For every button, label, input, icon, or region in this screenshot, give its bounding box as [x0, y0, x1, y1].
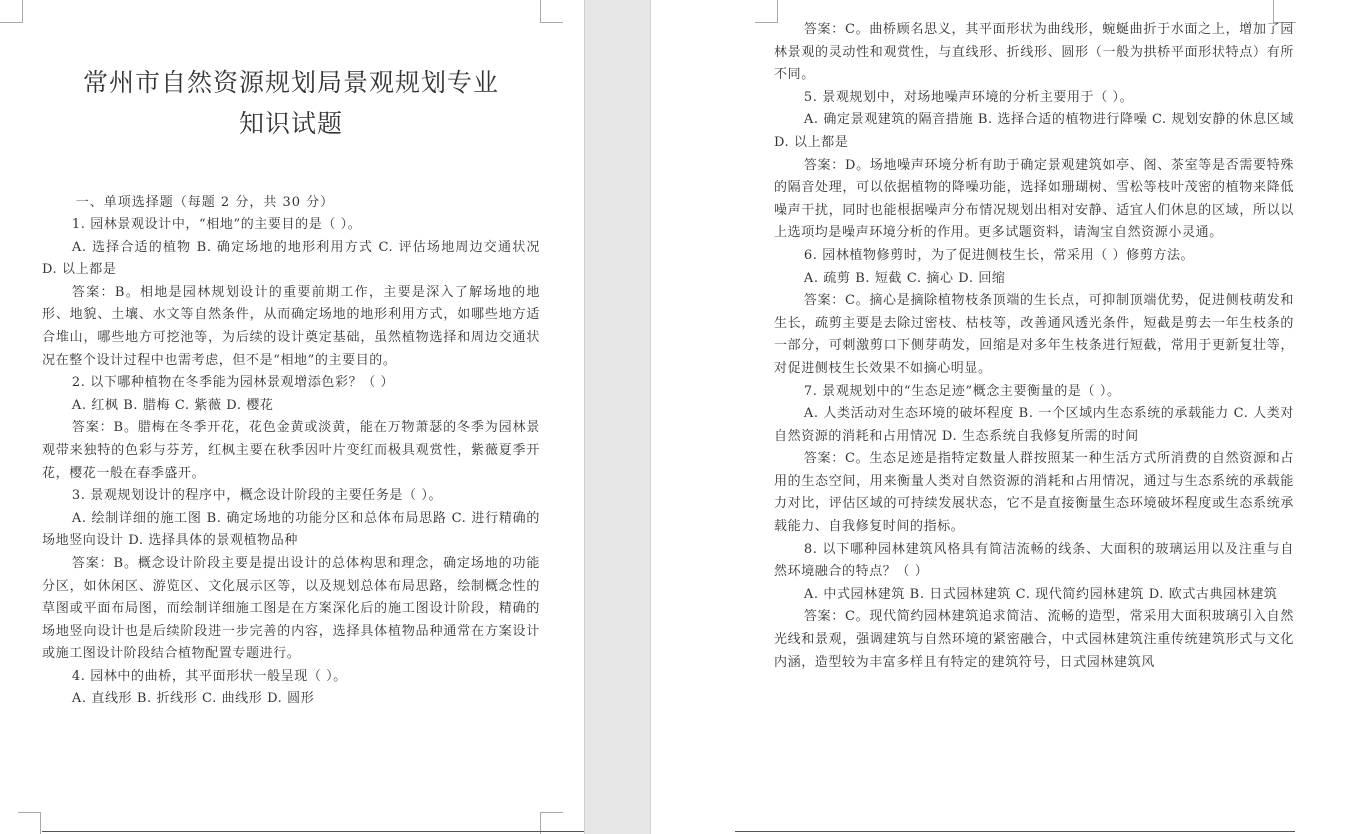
question-6: 6. 园林植物修剪时，为了促进侧枝生长，常采用（ ）修剪方法。: [803, 247, 1195, 263]
question-1-answer: 答案：B。相地是园林规划设计的重要前期工作，主要是深入了解场地的地形、地貌、土壤、水文等自然条件，从而确定场地的地形利用方式，如哪些地方适合堆山，哪些地方可挖池等，为后续的设计奠定基础，虽然植物选择和周边交通状况在整个设计过程中也需考虑，但不是“相地”的主要目的。: [42, 284, 540, 368]
question-5: 5. 景观规划中，对场地噪声环境的分析主要用于（ ）。: [803, 89, 1134, 105]
question-6-answer: 答案：C。摘心是摘除植物枝条顶端的生长点，可抑制顶端优势，促进侧枝萌发和生长，疏剪主要是去除过密枝、枯枝等，改善通风透光条件，短截是剪去一年生枝条的一部分，可刺激剪口下侧芽萌发，回缩是对多年生枝条进行短截，常用于更新复壮等，对促进侧枝生长效果不如摘心明显。: [774, 293, 1294, 376]
question-7-options: A. 人类活动对生态环境的破坏程度 B. 一个区域内生态系统的承载能力 C. 人类对自然资源的消耗和占用情况 D. 生态系统自我修复所需的时间: [774, 406, 1294, 444]
question-4-options: A. 直线形 B. 折线形 C. 曲线形 D. 圆形: [71, 691, 315, 707]
crop-mark-top-left: [0, 0, 23, 23]
question-4-answer: 答案：C。曲桥顾名思义，其平面形状为曲线形，蜿蜒曲折于水面之上，增加了园林景观的灵动性和观赏性，与直线形、折线形、圆形（一般为拱桥平面形状特点）有所不同。: [774, 22, 1294, 83]
document-page-left: [0, 0, 585, 834]
left-page-content: [42, 0, 540, 711]
question-1-options: A. 选择合适的植物 B. 确定场地的地形利用方式 C. 评估场地周边交通状况 D. 以上都是: [42, 239, 540, 278]
question-3-answer: 答案：B。概念设计阶段主要是提出设计的总体构思和理念，确定场地的功能分区，如休闲区、游览区、文化展示区等，以及规划总体布局思路，绘制概念性的草图或平面布局图，而绘制详细施工图是在方案深化后的施工图设计阶段，精确的场地竖向设计也是后续阶段进一步完善的内容，选择具体植物品种通常在方案设计或施工图设计阶段结合植物配置专题进行。: [42, 555, 540, 662]
document-title-line-1: 常州市自然资源规划局景观规划专业: [82, 68, 499, 97]
question-8-answer: 答案：C。现代简约园林建筑追求简洁、流畅的造型，常采用大面积玻璃引入自然光线和景观，强调建筑与自然环境的紧密融合，中式园林建筑注重传统建筑形式与文化内涵，造型较为丰富多样且有特定的建筑符号，日式园林建筑风: [774, 609, 1294, 670]
question-7: 7. 景观规划中的“生态足迹”概念主要衡量的是（ ）。: [803, 383, 1121, 399]
question-2-answer: 答案：B。腊梅在冬季开花，花色金黄或淡黄，能在万物萧瑟的冬季为园林景观带来独特的色彩与芬芳，红枫主要在秋季因叶片变红而极具观赏性，紫薇夏季开花，樱花一般在春季盛开。: [42, 420, 540, 481]
crop-mark-top-right: [540, 0, 563, 23]
page-bottom-edge: [735, 831, 1295, 832]
question-5-options: A. 确定景观建筑的隔音措施 B. 选择合适的植物进行降噪 C. 规划安静的休息区域 D. 以上都是: [774, 112, 1294, 150]
page-bottom-edge: [42, 831, 585, 832]
question-8: 8. 以下哪种园林建筑风格具有简洁流畅的线条、大面积的玻璃运用以及注重与自然环境融合的特点？（ ）: [774, 541, 1294, 580]
right-page-content: [774, 0, 1294, 674]
question-4: 4. 园林中的曲桥，其平面形状一般呈现（ ）。: [71, 668, 347, 684]
crop-mark-bottom-left: [18, 812, 41, 834]
question-5-answer: 答案：D。场地噪声环境分析有助于确定景观建筑如亭、阁、茶室等是否需要特殊的隔音处理，可以依据植物的降噪功能，选择如珊瑚树、雪松等枝叶茂密的植物来降低噪声干扰，同时也能根据噪声分布情况规划出相对安静、适宜人们休息的区域，所以以上选项均是噪声环境分析的作用。更多试题资料，请淘宝自然资源小灵通。: [774, 157, 1294, 241]
question-2: 2. 以下哪种植物在冬季能为园林景观增添色彩？（ ）: [71, 375, 395, 391]
document-title-line-2: 知识试题: [238, 109, 343, 138]
question-8-options: A. 中式园林建筑 B. 日式园林建筑 C. 现代简约园林建筑 D. 欧式古典园林建筑: [803, 586, 1278, 602]
question-1: 1. 园林景观设计中，“相地”的主要目的是（ ）。: [71, 217, 362, 232]
page-gutter: [586, 0, 649, 834]
question-3-options: A. 绘制详细的施工图 B. 确定场地的功能分区和总体布局思路 C. 进行精确的场地竖向设计 D. 选择具体的景观植物品种: [42, 510, 540, 549]
question-7-answer: 答案：C。生态足迹是指特定数量人群按照某一种生活方式所消费的自然资源和占用的生态空间，用来衡量人类对自然资源的消耗和占用情况，通过与生态系统的承载能力对比，评估区域的可持续发展状态，它不是直接衡量生态环境破坏程度或生态系统承载能力、自我修复时间的指标。: [774, 451, 1294, 535]
section-heading: 一、单项选择题（每题 2 分，共 30 分）: [75, 195, 335, 210]
document-page-right: [650, 0, 1345, 834]
question-2-options: A. 红枫 B. 腊梅 C. 紫薇 D. 樱花: [71, 397, 274, 413]
question-3: 3. 景观规划设计的程序中，概念设计阶段的主要任务是（ ）。: [71, 488, 443, 504]
question-6-options: A. 疏剪 B. 短截 C. 摘心 D. 回缩: [803, 270, 1006, 286]
